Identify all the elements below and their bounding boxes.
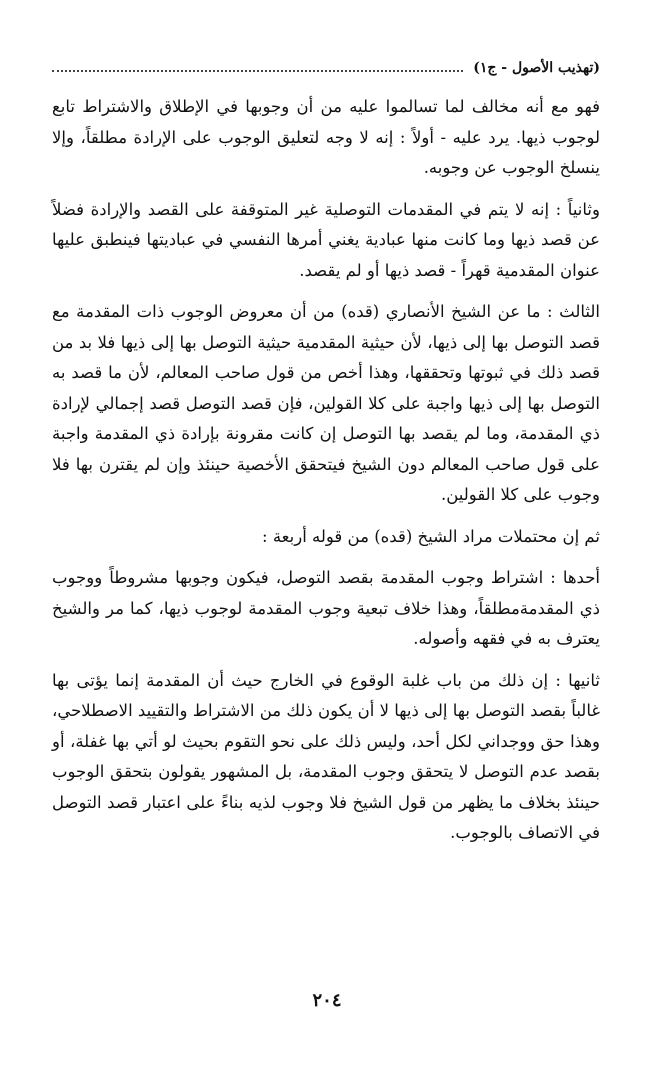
header-dotted-leader [52,70,463,72]
paragraph-text: وثانياً : إنه لا يتم في المقدمات التوصلية غير المتوقفة على القصد والإرادة فضلاً عن قصد ذيها وما كانت منها عبادية يغني أمرها النفسي في عباديتها فينطبق عليها عنوان المقدمية قهراً - قصد ذيها أو لم يقصد. [52,199,600,280]
paragraph [52,297,600,511]
page-number: ٢٠٤ [312,990,342,1011]
paragraph-text: ثم إن محتملات مراد الشيخ (قده) من قوله أربعة : [262,526,600,546]
running-title: (تهذيب الأصول - ج١) [473,60,600,76]
paragraph [52,195,600,287]
paragraph [52,522,600,553]
paragraph-text: فهو مع أنه مخالف لما تسالموا عليه من أن وجوبها في الإطلاق والاشتراط تابع لوجوب ذيها. يرد عليه - أولاً : إنه لا وجه لتعليق الوجوب على الإرادة مطلقاً، وإلا ينسلخ الوجوب عن وجوبه. [52,97,600,177]
paragraph [52,563,600,655]
paragraph-text: ثانيها : إن ذلك من باب غلبة الوقوع في الخارج حيث أن المقدمة إنما يؤتى بها غالباً بقصد التوصل بها إلى ذيها لا أن يكون ذلك من الاشتراط والتقييد الاصطلاحي، وهذا حق ووجداني لكل أحد، وليس ذلك على نحو التقوم بحيث لو أتي بها غفلة، أو بقصد عدم التوصل لا يتحقق وجوب المقدمة، بل المشهور يقولون بتحقق الوجوب حينئذ بخلاف ما يظهر من قول الشيخ فلا وجوب لذيه بناءً على اعتبار قصد التوصل في الاتصاف بالوجوب. [52,670,600,842]
paragraph-text: الثالث : ما عن الشيخ الأنصاري (قده) من أن معروض الوجوب ذات المقدمة مع قصد التوصل بها إلى ذيها، لأن حيثية المقدمية حيثية التوصل بها إلى ذيها فلا بد من قصد ذلك في ثبوتها وتحققها، وهذا أخص من قول صاحب المعالم، لأن ما قصد به التوصل بها إلى ذيها واجبة على كلا القولين، فإن قصد التوصل قصد إجمالي لإرادة ذي المقدمة، وما لم يقصد بها التوصل إن كانت مقرونة بإرادة ذي المقدمة واجبة على قول صاحب المعالم دون الشيخ فيتحقق الأخصية حينئذ وإن لم يقترن بها فلا وجوب على كلا القولين. [52,302,600,504]
paragraph [52,92,600,184]
paragraph [52,666,600,849]
running-header [52,54,600,82]
paragraph-text: أحدها : اشتراط وجوب المقدمة بقصد التوصل، فيكون وجوبها مشروطاً ووجوب ذي المقدمةمطلقاً، وهذا خلاف تبعية وجوب المقدمة لوجوب ذيها، كما مر والشيخ يعترف به في فقهه وأصوله. [52,568,600,648]
